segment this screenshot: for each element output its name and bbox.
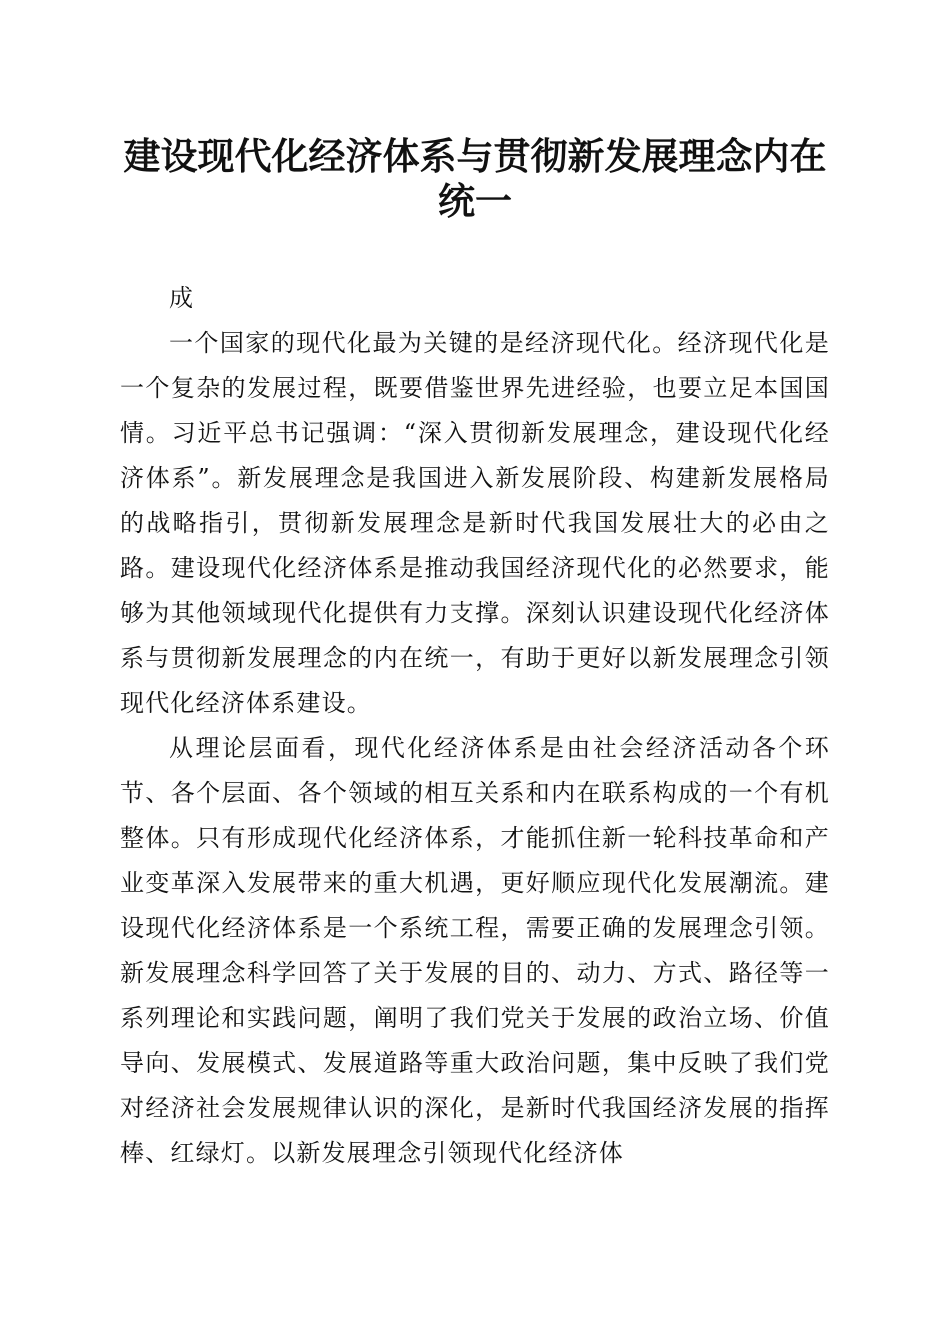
author-name: 成 — [169, 284, 195, 312]
document-body — [120, 276, 830, 1176]
document-title: 建设现代化经济体系与贯彻新发展理念内在统一 — [123, 134, 827, 223]
paragraph-1: 一个国家的现代化最为关键的是经济现代化。经济现代化是一个复杂的发展过程，既要借鉴世界先进经验，也要立足本国国情。习近平总书记强调：“深入贯彻新发展理念，建设现代化经济体系”。新发展理念是我国进入新发展阶段、构建新发展格局的战略指引，贯彻新发展理念是新时代我国发展壮大的必由之路。建设现代化经济体系是推动我国经济现代化的必然要求，能够为其他领域现代化提供有力支撑。深刻认识建设现代化经济体系与贯彻新发展理念的内在统一，有助于更好以新发展理念引领现代化经济体系建设。 — [120, 329, 830, 717]
paragraph-2: 从理论层面看，现代化经济体系是由社会经济活动各个环节、各个层面、各个领域的相互关系和内在联系构成的一个有机整体。只有形成现代化经济体系，才能抓住新一轮科技革命和产业变革深入发展带来的重大机遇，更好顺应现代化发展潮流。建设现代化经济体系是一个系统工程，需要正确的发展理念引领。新发展理念科学回答了关于发展的目的、动力、方式、路径等一系列理论和实践问题，阐明了我们党关于发展的政治立场、价值导向、发展模式、发展道路等重大政治问题，集中反映了我们党对经济社会发展规律认识的深化，是新时代我国经济发展的指挥棒、红绿灯。以新发展理念引领现代化经济体 — [120, 734, 830, 1167]
